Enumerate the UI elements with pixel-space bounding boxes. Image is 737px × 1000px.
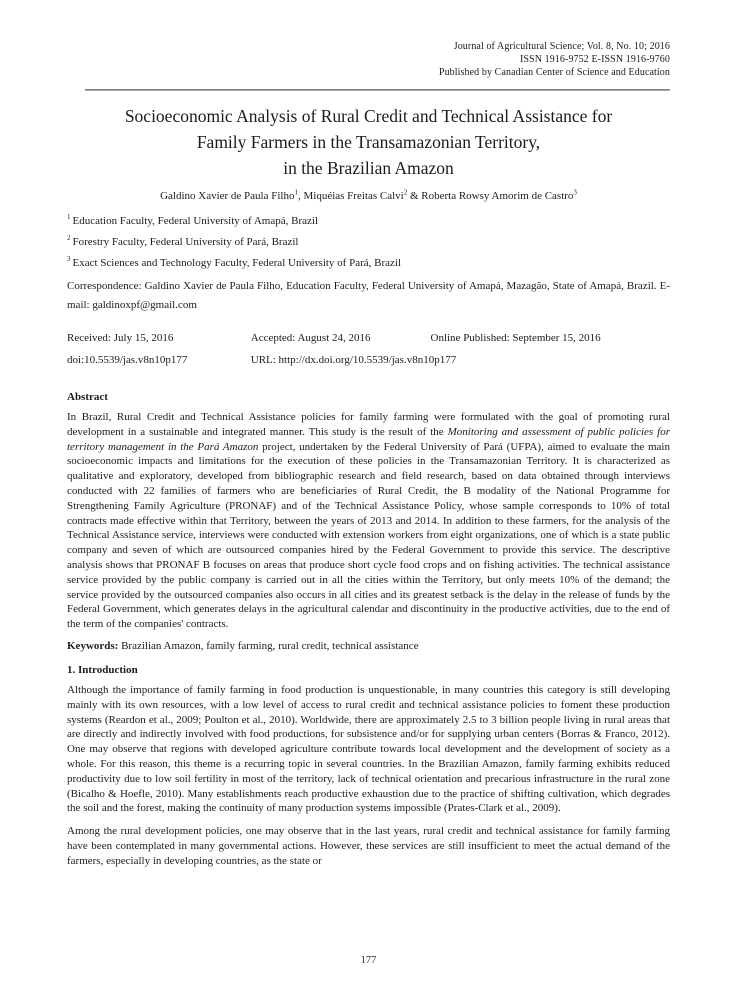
received-date: Received: July 15, 2016 — [67, 332, 174, 344]
dates-row-1 — [67, 327, 670, 349]
journal-publisher-line: Published by Canadian Center of Science and Education — [438, 67, 670, 78]
introduction-paragraph-2: Among the rural development policies, one may observe that in the last years, rural credit and technical assistance for family farming have been contemplated in many governmental actions. However, these services are still insufficient to meet the actual demand of the farmers, especially in developing countries, as the state or — [67, 825, 670, 867]
authors-line — [67, 189, 670, 204]
article-title-line-1: Socioeconomic Analysis of Rural Credit and Technical Assistance for — [124, 106, 613, 126]
affiliation-1 — [67, 211, 670, 232]
affiliations-list — [67, 211, 670, 274]
author-name-2: Miquéias Freitas Calvi — [303, 190, 404, 202]
abstract-text-part-1: In Brazil, Rural Credit and Technical Assistance policies for family farming were formulated with the goal of promoting rural development in a sustainable and integrated manner. This study is the result of the — [67, 411, 670, 438]
author-affil-superscript-2: 2 — [403, 188, 408, 197]
affiliation-2-text: Forestry Faculty, Federal University of Pará, Brazil — [72, 236, 299, 248]
keywords-line — [67, 639, 670, 654]
journal-header — [67, 40, 670, 79]
affiliation-2-marker: 2 — [67, 234, 71, 243]
article-title-line-2: Family Farmers in the Transamazonian Territory, — [196, 132, 541, 152]
author-name-1: Galdino Xavier de Paula Filho — [160, 190, 295, 202]
author-separator-1: , — [297, 190, 304, 202]
affiliation-2 — [67, 232, 670, 253]
article-title — [67, 103, 670, 181]
dates-row-2 — [67, 349, 670, 371]
online-published-date: Online Published: September 15, 2016 — [430, 332, 601, 344]
keywords-text: Brazilian Amazon, family farming, rural credit, technical assistance — [118, 639, 419, 652]
introduction-paragraph-1: Although the importance of family farming in food production is unquestionable, in many countries this category is still developing mainly with its own resources, with a low level of access to rural credit and technical assistance policies to foment these production systems (Reardon et al., 2009; Poulton et al., 2010). Worldwide, there are approximately 2.5 to 3 billion people living in rural areas that are directly and indirectly involved with food productions, for subsistence and/or for supplying urban centers (Borras & Franco, 2012). One may observe that regions with developed agriculture contribute towards local development and the development of society as a whole. For this reason, this theme is a recurring topic in several countries. In the Brazilian Amazon, family farming exhibits reduced productivity due to low soil fertility in most of the territory, lack of technical orientation and precarious infrastructure in the rural zone (Bicalho & Hoefle, 2010). Many establishments reach productive exhaustion due to the practice of shifting cultivation, which degrades the soil and the forest, making the continuity of many production systems impossible (Prates-Clark et al., 2009). — [67, 683, 670, 815]
affiliation-3 — [67, 253, 670, 274]
keywords-label: Keywords: — [67, 639, 119, 652]
accepted-date: Accepted: August 24, 2016 — [250, 332, 371, 344]
author-affil-superscript-3: 3 — [573, 188, 577, 197]
affiliation-3-text: Exact Sciences and Technology Faculty, Federal University of Pará, Brazil — [72, 257, 402, 269]
affiliation-1-text: Education Faculty, Federal University of Amapá, Brazil — [72, 215, 318, 227]
author-separator-2: & — [407, 190, 422, 202]
url-text: URL: http://dx.doi.org/10.5539/jas.v8n10p177 — [250, 354, 457, 366]
author-affil-superscript-1: 1 — [294, 188, 298, 197]
publication-dates — [67, 327, 670, 371]
author-name-3: Roberta Rowsy Amorim de Castro — [421, 190, 574, 202]
abstract-text-part-2: project, undertaken by the Federal University of Pará (UFPA), aimed to evaluate the main socioeconomic impacts and limitations for the execution of these policies in the Transamazonian Territory. It is characterized as qualitative and exploratory, developed from bibliographic research and field research, based on data obtained through interviews conducted with 22 families of farmers who are beneficiaries of Rural Credit, the B modality of the National Programme for Strengthening Family Agriculture (PRONAF) and of the Technical Assistance Policy, whose sample corresponds to 10% of total contracts made effective within that Territory, between the years of 2013 and 2014. In addition to these farmers, for the analysis of the Technical Assistance service, interviews were conducted with extension workers from eight organizations, one of which is a state public company and seven of which are outsourced companies hired by the Federal Government to provide this service. The descriptive analysis shows that PRONAF B focuses on areas that produce short cycle food crops and on fishing activities. The technical assistance service provided by the public company is carried out in all the cities within the Territory, but only meets 10% of the demand; the service provided by the outsourced companies also occurs in all cities and its greatest setback is the delay in the release of funds by the Federal Government, which generates delays in the agricultural calendar and discontinuity in the productive activities, due to the end of the term of the companies' contracts. — [67, 440, 670, 631]
abstract-heading: Abstract — [67, 391, 108, 403]
header-divider — [85, 89, 670, 91]
journal-issn-line: ISSN 1916-9752 E-ISSN 1916-9760 — [519, 54, 670, 65]
introduction-heading: 1. Introduction — [67, 663, 138, 676]
journal-title-line: Journal of Agricultural Science; Vol. 8, No. 10; 2016 — [453, 41, 670, 52]
abstract-project-title-italic: Monitoring and assessment of public policies for territory management in the Pará Amazon — [67, 425, 670, 453]
affiliation-3-marker: 3 — [67, 255, 71, 264]
abstract-paragraph — [67, 410, 670, 632]
correspondence-note: Correspondence: Galdino Xavier de Paula Filho, Education Faculty, Federal University of Amapá, Mazagão, State of Amapá, Brazil. E-mail: galdinoxpf@gmail.com — [67, 280, 670, 311]
affiliation-1-marker: 1 — [67, 213, 71, 222]
article-title-line-3: in the Brazilian Amazon — [283, 158, 454, 178]
page-number: 177 — [360, 955, 377, 966]
doi-text: doi:10.5539/jas.v8n10p177 — [67, 354, 188, 366]
